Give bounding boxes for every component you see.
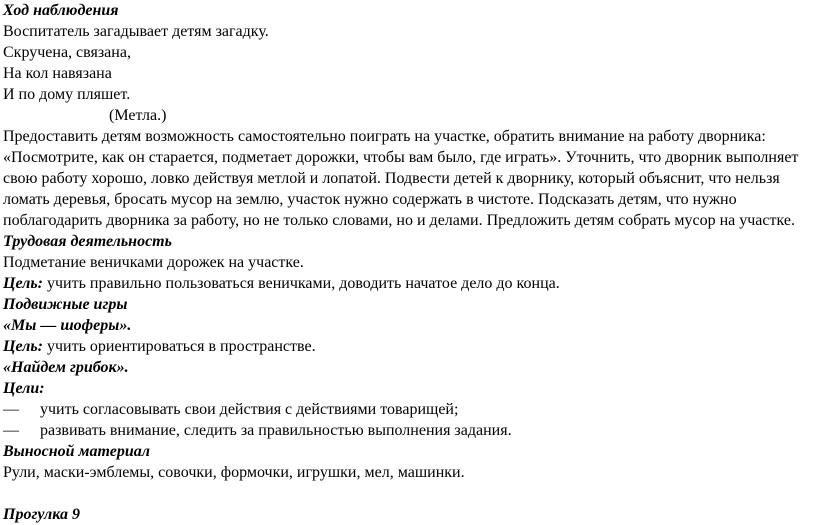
game1-goal [3,336,813,357]
game2-goals-label: Цели: [3,380,45,397]
goal-list-item-text: развивать внимание, следить за правильностью выполнения задания. [40,422,512,439]
labor-task: Подметание веничками дорожек на участке. [3,254,304,271]
games-heading: Подвижные игры [3,296,128,313]
game2-title: «Найдем грибок». [3,359,129,376]
game1-goal-text: учить ориентироваться в пространстве. [43,338,316,355]
paragraph-line-5: поблагодарить дворника за работу, но не только словами, но и делами. Предложить детям собрать мусор на участке. [3,212,795,229]
riddle-line-3: И по дому пляшет. [3,86,131,103]
labor-goal [3,273,813,294]
material-items: Рули, маски-эмблемы, совочки, формочки, игрушки, мел, машинки. [3,464,465,481]
paragraph-line-2: «Посмотрите, как он старается, подметает дорожки, чтобы вам было, где играть». Уточнить, что дворник выполняет [3,149,799,166]
game1-goal-label: Цель: [3,338,43,355]
blank-spacer [3,483,813,504]
document-page [3,0,813,525]
goal-list-item [3,399,813,420]
paragraph-line-1: Предоставить детям возможность самостоятельно поиграть на участке, обратить внимание на работу дворника: [3,128,766,145]
paragraph-line-4: ломать деревья, бросать мусор на землю, участок нужно содержать в чистоте. Подсказать детям, что нужно [3,191,737,208]
next-section-heading: Прогулка 9 [3,506,80,523]
riddle-line-2: На кол навязана [3,65,112,82]
labor-goal-text: учить правильно пользоваться веничками, доводить начатое дело до конца. [43,275,560,292]
game1-title: «Мы — шоферы». [3,317,132,334]
paragraph-line-3: свою работу хорошо, ловко действуя метлой и лопатой. Подвести детей к дворнику, который объяснит, что нельзя [3,170,780,187]
dash-marker: — [3,401,19,418]
observation-heading: Ход наблюдения [3,2,119,19]
material-heading: Выносной материал [3,443,150,460]
labor-goal-label: Цель: [3,275,43,292]
riddle-answer: (Метла.) [109,107,167,124]
dash-marker: — [3,422,19,439]
observation-paragraph [3,126,813,231]
goal-list-item-text: учить согласовывать свои действия с действиями товарищей; [40,401,459,418]
observation-intro: Воспитатель загадывает детям загадку. [3,23,269,40]
labor-heading: Трудовая деятельность [3,233,172,250]
riddle-line-1: Скручена, связана, [3,44,131,61]
goal-list-item [3,420,813,441]
